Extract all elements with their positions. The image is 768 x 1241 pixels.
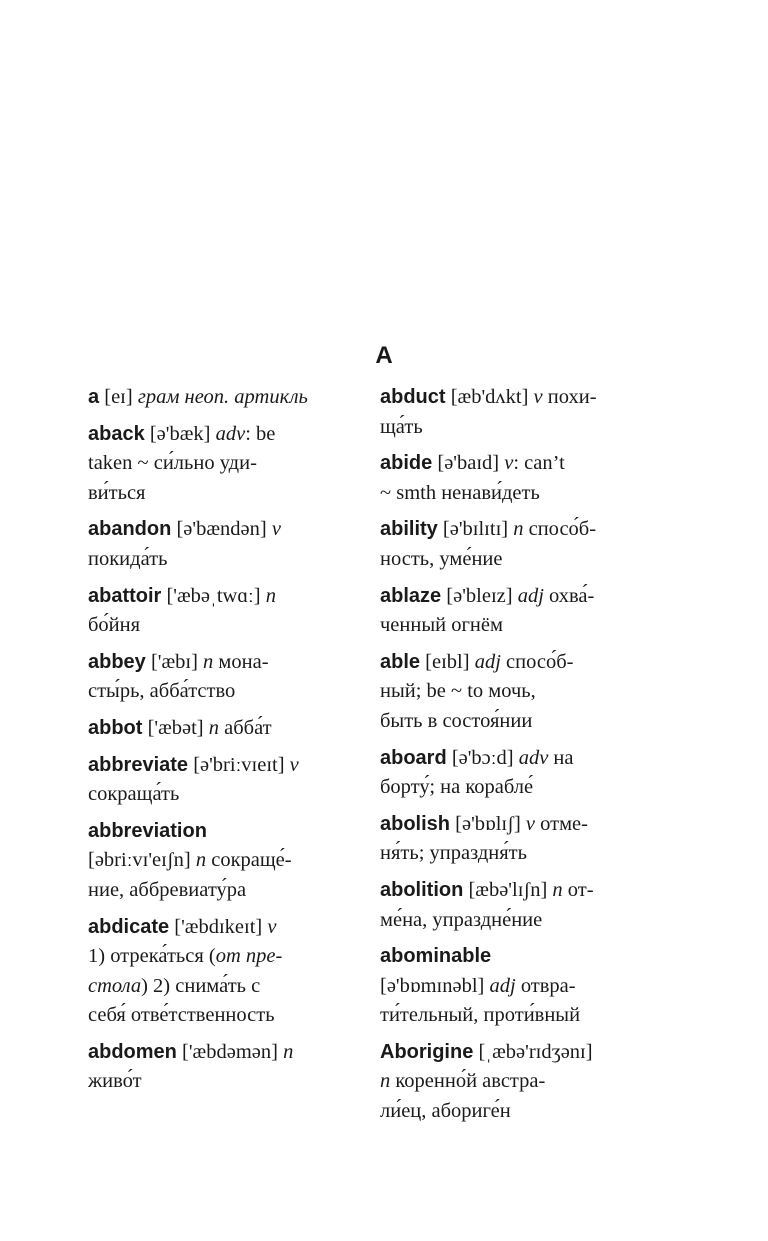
entry-text: сокраща́ть — [88, 783, 180, 806]
entry-line — [88, 1038, 353, 1068]
entry-line — [88, 1067, 353, 1097]
entry-line — [380, 773, 650, 803]
entry-text: [eɪ] — [99, 386, 138, 408]
entry-line — [88, 648, 353, 678]
entry-text: ['æbdəmən] — [176, 1040, 284, 1063]
grammar-label: v — [289, 753, 299, 776]
entry-text: [æb'dʌkt] — [445, 386, 534, 408]
entry-line — [88, 1001, 353, 1031]
entry-text: ща́ть — [380, 415, 423, 438]
entry-text: [ə'bɔːd] — [446, 746, 519, 769]
entry-text: ти́тельный, проти́вный — [380, 1004, 581, 1027]
entry-line — [380, 707, 650, 737]
entry-text: [ə'bændən] — [171, 518, 272, 541]
entry-text: [ə'bɒlɪʃ] — [450, 812, 526, 835]
entry-text: коренно́й австра- — [390, 1070, 546, 1093]
headword: aback — [88, 422, 145, 445]
dictionary-entry — [380, 942, 650, 1031]
headword: abduct — [380, 386, 446, 408]
entry-line — [380, 1097, 650, 1127]
entry-text: 1) отрека́ться ( — [88, 945, 216, 968]
right-column — [380, 383, 650, 1134]
entry-line — [88, 876, 353, 906]
dictionary-entry — [88, 751, 353, 810]
entry-text: ['æbət] — [142, 716, 209, 739]
entry-line — [380, 677, 650, 707]
grammar-label: v — [504, 452, 514, 475]
entry-line — [88, 972, 353, 1002]
grammar-label: v — [267, 915, 277, 938]
grammar-label: n — [283, 1040, 294, 1063]
entry-line — [380, 582, 650, 612]
entry-line — [380, 876, 650, 906]
entry-line — [88, 677, 353, 707]
headword: abbreviate — [88, 753, 189, 776]
grammar-label: n — [380, 1070, 391, 1093]
entry-text: ли́ец, абориге́н — [380, 1100, 511, 1123]
entry-line — [380, 942, 650, 972]
grammar-label: adj — [474, 650, 501, 673]
grammar-label: adv — [518, 746, 549, 769]
grammar-label: от пре- — [215, 945, 283, 968]
dictionary-entry — [88, 1038, 353, 1097]
entry-text: сокраще́- — [206, 849, 292, 872]
entry-line — [88, 611, 353, 641]
grammar-label: n — [265, 584, 276, 607]
entry-text: : can’t — [513, 452, 565, 475]
entry-line — [88, 479, 353, 509]
entry-line — [88, 846, 353, 876]
dictionary-entry — [88, 515, 353, 574]
grammar-label: v — [525, 812, 536, 835]
entry-text: ченный огнём — [380, 614, 503, 637]
entry-text: [ə'briːvɪeɪt] — [188, 753, 290, 776]
grammar-label: adj — [489, 974, 516, 997]
headword: able — [380, 650, 421, 673]
headword: abbey — [88, 650, 146, 673]
headword: abattoir — [88, 584, 162, 607]
entry-line — [88, 817, 353, 847]
entry-text: ный; be ~ to мочь, — [380, 680, 536, 703]
entry-text: [ə'bɪlɪtɪ] — [437, 518, 514, 541]
entry-text: ['æbəˌtwɑː] — [161, 584, 266, 607]
entry-line — [380, 449, 650, 479]
entry-line — [88, 383, 353, 413]
entry-text: отме- — [535, 812, 588, 835]
entry-line — [380, 1001, 650, 1031]
entry-text: покида́ть — [88, 547, 168, 570]
headword: Aborigine — [380, 1040, 474, 1063]
entry-line — [380, 545, 650, 575]
entry-line — [380, 972, 650, 1002]
entry-text: ) 2) снима́ть с — [141, 974, 261, 997]
grammar-label: adj — [517, 584, 544, 607]
entry-text: ня́ть; упраздня́ть — [380, 842, 527, 865]
entry-text: похи- — [542, 386, 597, 408]
entry-text: taken ~ си́льно уди- — [88, 452, 257, 475]
headword: abominable — [380, 945, 492, 968]
grammar-label: грам неоп. артикль — [137, 386, 308, 408]
entry-text: быть в состоя́нии — [380, 709, 533, 732]
entry-line — [88, 515, 353, 545]
entry-text: ме́на, упраздне́ние — [380, 908, 543, 931]
entry-text: сты́рь, абба́тство — [88, 680, 236, 703]
dictionary-entry — [88, 420, 353, 509]
entry-line — [380, 515, 650, 545]
headword: abolition — [380, 878, 464, 901]
entry-text: живо́т — [88, 1070, 142, 1093]
entry-line — [380, 413, 650, 443]
grammar-label: n — [203, 650, 214, 673]
entry-text: [ə'bæk] — [144, 422, 216, 445]
grammar-label: стола — [88, 974, 142, 997]
grammar-label: v — [271, 518, 281, 541]
entry-text: отвра- — [515, 974, 576, 997]
headword: ablaze — [380, 584, 442, 607]
entry-text: ность, уме́ние — [380, 547, 503, 570]
entry-text: себя́ отве́тственность — [88, 1004, 275, 1027]
dictionary-entry — [380, 383, 650, 442]
headword: ability — [380, 518, 438, 541]
grammar-label: v — [533, 386, 543, 408]
entry-line — [380, 1067, 650, 1097]
entry-text: бо́йня — [88, 614, 141, 637]
headword: aboard — [380, 746, 447, 769]
headword: abdomen — [88, 1040, 177, 1063]
entry-line — [88, 545, 353, 575]
dictionary-entry — [88, 383, 353, 413]
dictionary-entry — [88, 714, 353, 744]
entry-text: [ˌæbə'rɪdʒənɪ] — [473, 1040, 593, 1063]
entry-text: охва́- — [543, 584, 595, 607]
entry-line — [88, 913, 353, 943]
dictionary-entry — [380, 1038, 650, 1127]
dictionary-entry — [380, 810, 650, 869]
dictionary-entry — [380, 582, 650, 641]
grammar-label: n — [195, 849, 207, 872]
entry-line — [88, 751, 353, 781]
entry-line — [380, 648, 650, 678]
entry-text: [æbə'lɪʃn] — [463, 878, 553, 901]
headword: abandon — [88, 518, 172, 541]
grammar-label: n — [208, 716, 220, 739]
dictionary-entry — [88, 817, 353, 906]
entry-text: спосо́б- — [500, 650, 574, 673]
dictionary-entry — [88, 582, 353, 641]
entry-line — [380, 479, 650, 509]
entry-line — [88, 714, 353, 744]
entry-line — [380, 1038, 650, 1068]
dictionary-entry — [380, 648, 650, 737]
headword: abide — [380, 452, 433, 475]
dictionary-entry — [380, 515, 650, 574]
entry-line — [380, 906, 650, 936]
entry-text: [ə'bɒmɪnəbl] — [380, 974, 490, 997]
entry-line — [380, 744, 650, 774]
entry-text: абба́т — [219, 716, 272, 739]
entry-line — [88, 582, 353, 612]
dictionary-entry — [88, 913, 353, 1031]
entry-line — [380, 611, 650, 641]
entry-text: на — [548, 746, 574, 769]
entry-text: [eɪbl] — [420, 650, 475, 673]
entry-text: ние, аббревиату́ра — [88, 878, 247, 901]
headword: abolish — [380, 812, 451, 835]
entry-text: борту́; на корабле́ — [380, 776, 534, 799]
headword: abdicate — [88, 915, 170, 938]
entry-line — [88, 942, 353, 972]
entry-line — [88, 780, 353, 810]
grammar-label: n — [552, 878, 563, 901]
entry-line — [88, 420, 353, 450]
grammar-label: n — [513, 518, 524, 541]
section-letter: A — [375, 342, 393, 369]
dictionary-entry — [380, 449, 650, 508]
dictionary-entry — [88, 648, 353, 707]
entry-text: : be — [245, 422, 276, 445]
headword: abbreviation — [88, 819, 207, 842]
entry-line — [88, 449, 353, 479]
entry-text: ~ smth ненави́деть — [380, 481, 540, 504]
dictionary-entry — [380, 744, 650, 803]
entry-line — [380, 383, 650, 413]
entry-text: [əbriːvɪ'eɪʃn] — [88, 849, 196, 872]
entry-text: от- — [562, 878, 594, 901]
entry-text: ви́ться — [88, 481, 146, 504]
grammar-label: adv — [215, 422, 246, 445]
entry-text: ['æbdɪkeɪt] — [169, 915, 268, 938]
entry-text: спосо́б- — [523, 518, 597, 541]
headword: a — [88, 386, 100, 408]
left-column — [88, 383, 353, 1104]
entry-line — [380, 839, 650, 869]
entry-text: ['æbɪ] — [145, 650, 204, 673]
headword: abbot — [88, 716, 143, 739]
entry-text: [ə'baɪd] — [432, 452, 505, 475]
entry-line — [380, 810, 650, 840]
entry-text: мона- — [213, 650, 269, 673]
entry-text: [ə'bleɪz] — [441, 584, 518, 607]
dictionary-entry — [380, 876, 650, 935]
